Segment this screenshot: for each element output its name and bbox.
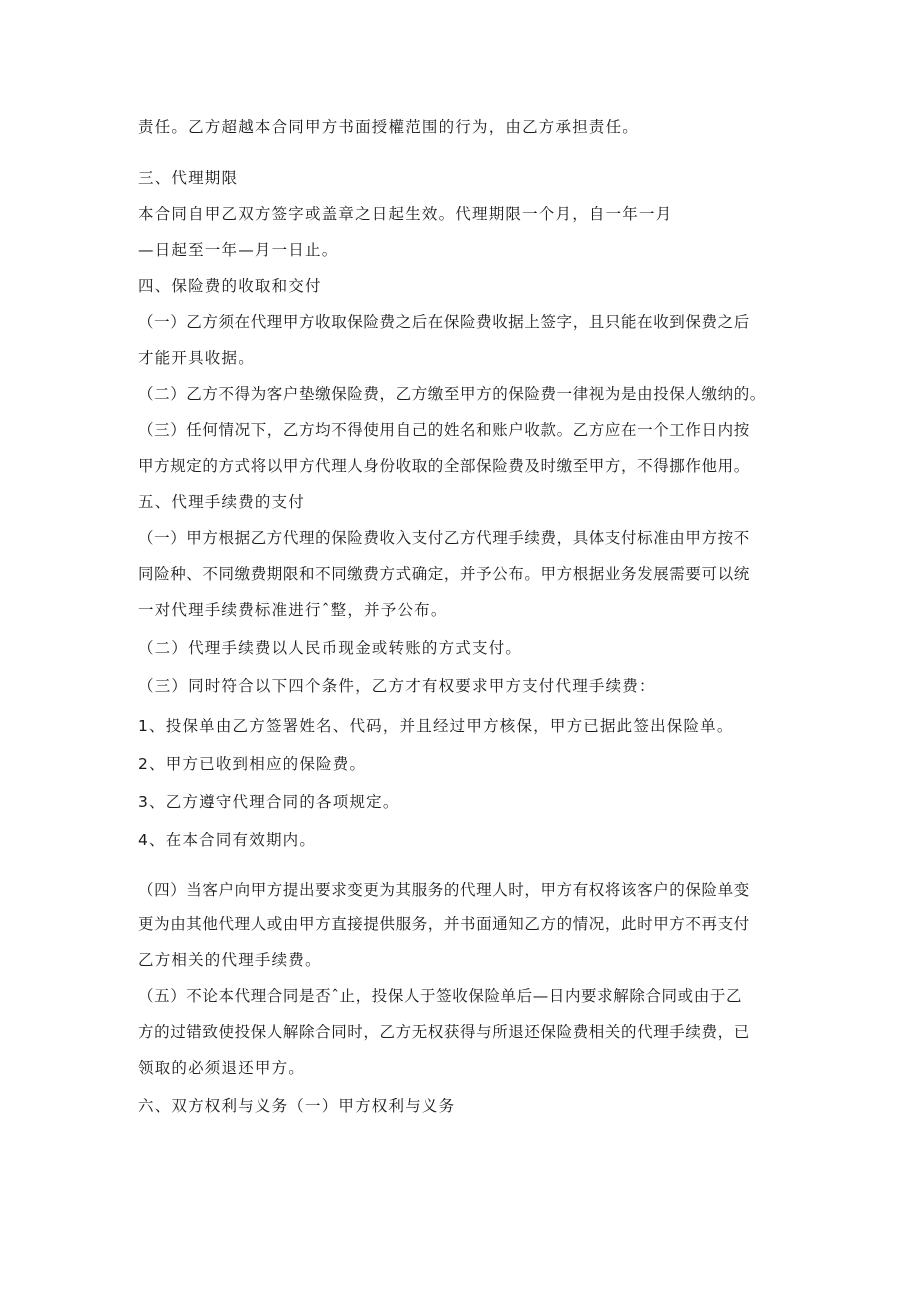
section-heading: 六、双方权利与义务（一）甲方权利与义务 (138, 1097, 456, 1115)
paragraph-line: —日起至一年—月一日止。 (138, 241, 339, 259)
section-heading: 五、代理手续费的支付 (138, 493, 306, 511)
paragraph-line: 乙方相关的代理手续费。 (138, 951, 322, 969)
paragraph-line: 方的过错致使投保人解除合同时，乙方无权获得与所退还保险费相关的代理手续费，已 (138, 1023, 750, 1041)
paragraph-line: 本合同自甲乙双方签字或盖章之日起生效。代理期限一个月，自一年一月 (138, 205, 673, 223)
paragraph-line: （三）同时符合以下四个条件，乙方才有权要求甲方支付代理手续费： (138, 677, 656, 695)
list-item: 2、甲方已收到相应的保险费。 (138, 755, 367, 773)
list-item: 1、投保单由乙方签署姓名、代码，并且经过甲方核保，甲方已据此签出保险单。 (138, 717, 734, 735)
paragraph-line: 责任。乙方超越本合同甲方书面授權范围的行为，由乙方承担责任。 (138, 118, 640, 136)
paragraph-line: 才能开具收据。 (138, 349, 255, 367)
section-heading: 三、代理期限 (138, 169, 239, 187)
paragraph-line: 一对代理手续费标准进行ˆ整，并予公布。 (138, 601, 448, 619)
paragraph-line: 领取的必须退还甲方。 (138, 1059, 306, 1077)
paragraph-line: （一）乙方须在代理甲方收取保险费之后在保险费收据上签字，且只能在收到保费之后 (138, 313, 750, 331)
paragraph-line: 同险种、不同缴费期限和不同缴费方式确定，并予公布。甲方根据业务发展需要可以统 (138, 565, 750, 583)
paragraph-line: （四）当客户向甲方提出要求变更为其服务的代理人时，甲方有权将该客户的保险单变 (138, 881, 750, 899)
paragraph-line: （三）任何情况下，乙方均不得使用自己的姓名和账户收款。乙方应在一个工作日内按 (138, 421, 750, 439)
paragraph-line: 更为由其他代理人或由甲方直接提供服务，并书面通知乙方的情况，此时甲方不再支付 (138, 915, 750, 933)
section-heading: 四、保险费的收取和交付 (138, 277, 322, 295)
paragraph-line: （一）甲方根据乙方代理的保险费收入支付乙方代理手续费，具体支付标准由甲方按不 (138, 529, 750, 547)
paragraph-line: （二）代理手续费以人民币现金或转账的方式支付。 (138, 639, 523, 657)
list-item: 4、在本合同有效期内。 (138, 831, 317, 849)
paragraph-line: （五）不论本代理合同是否ˆ止，投保人于签收保险单后—日内要求解除合同或由于乙 (138, 987, 743, 1005)
paragraph-line: 甲方规定的方式将以甲方代理人身份收取的全部保险费及时缴至甲方，不得挪作他用。 (138, 457, 750, 475)
list-item: 3、乙方遵守代理合同的各项规定。 (138, 793, 400, 811)
paragraph-line: （二）乙方不得为客户垫缴保险费，乙方缴至甲方的保险费一律视为是由投保人缴纳的。 (138, 385, 766, 403)
